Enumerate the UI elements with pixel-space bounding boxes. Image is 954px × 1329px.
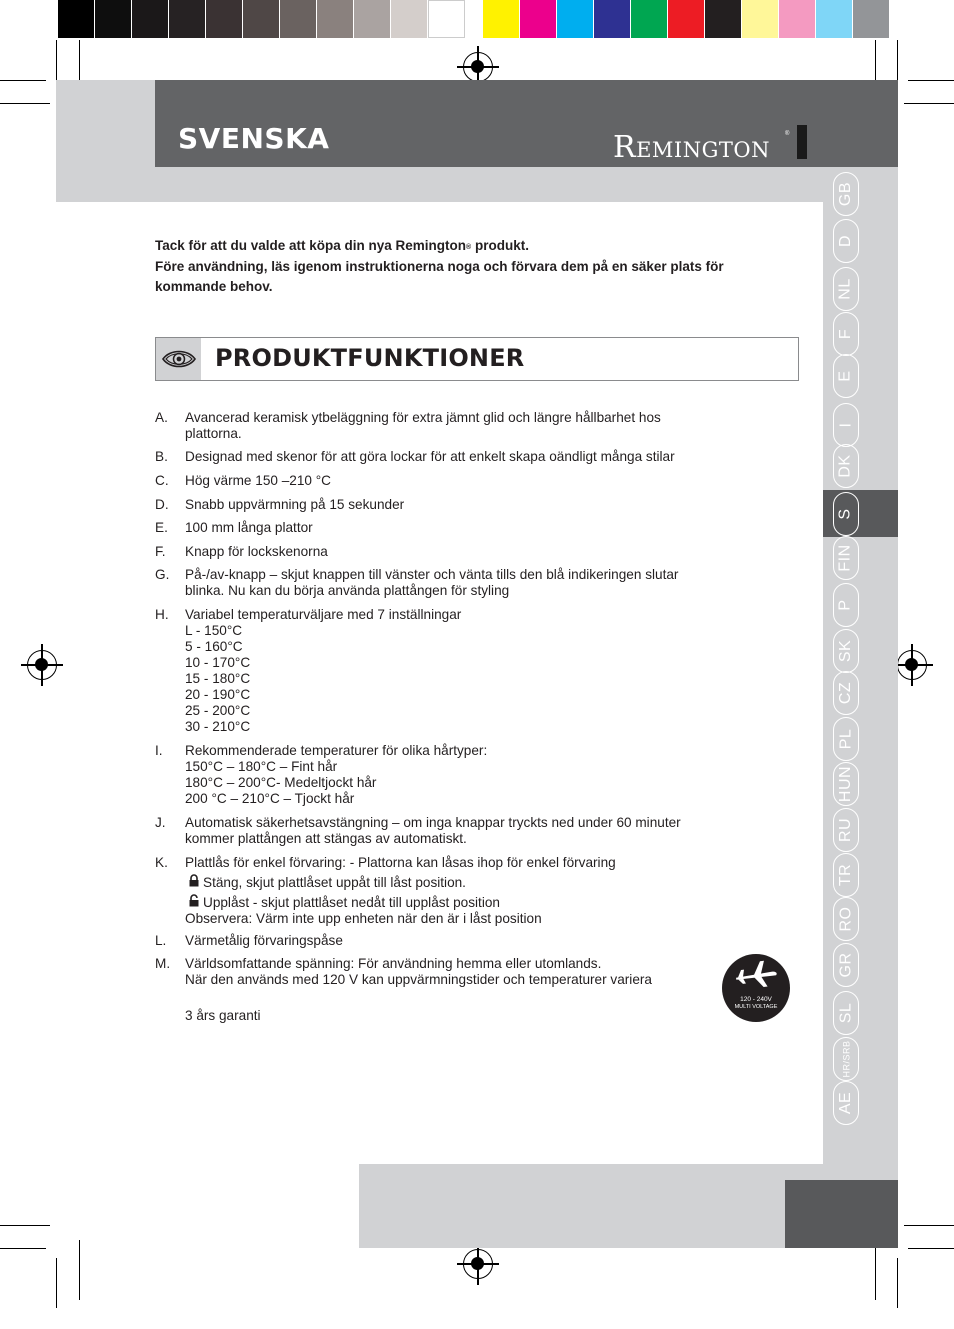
feature-line: 200 °C – 210°C – Tjockt hår [185,791,355,806]
feature-item [185,410,775,442]
language-tab-label: TR [836,863,854,887]
language-tab-label: I [836,422,854,428]
feature-line: 30 - 210°C [185,719,251,734]
eye-icon [156,338,201,380]
feature-line: Hög värme 150 –210 °C [185,473,331,488]
brand-registered-mark: ® [785,131,790,137]
registration-mark [463,1249,493,1279]
feature-letter: M. [155,956,171,971]
language-tab-hr-srb[interactable] [833,1037,859,1081]
feature-item [185,855,775,927]
feature-line: Knapp för lockskenorna [185,544,328,559]
badge-label: MULTI VOLTAGE [734,1004,778,1010]
feature-line: kommer plattången att stängas av automatiskt. [185,831,467,846]
language-tab-label: SK [837,639,854,663]
feature-letter: I. [155,743,163,758]
feature-line: Avancerad keramisk ytbeläggning för extra jämnt glid och längre hållbarhet hos [185,410,661,425]
crop-mark [0,103,50,104]
page-number-box [785,1180,898,1248]
feature-item [185,743,775,807]
unlock-icon [188,894,200,911]
page-title: SVENSKA [178,122,330,155]
feature-item [185,815,775,847]
language-tab-p[interactable] [833,583,859,627]
crop-mark [897,1258,898,1308]
intro-text: Tack för att du valde att köpa din nya Remington® produkt. Före användning, läs igenom instruktionerna noga och förvara dem på en säker plats för kommande behov. [155,236,775,298]
intro-line-2: Före användning, läs igenom instruktionerna noga och förvara dem på en säker plats för kommande behov. [155,258,724,294]
lock-icon [188,874,200,891]
feature-line: 10 - 170°C [185,655,251,670]
feature-line: 15 - 180°C [185,671,251,686]
language-tab-gr[interactable] [833,943,859,987]
language-tab-ae[interactable] [833,1081,859,1125]
color-calibration-bar [483,0,890,38]
registration-mark [897,650,927,680]
feature-line: Variabel temperaturväljare med 7 inställningar [185,607,462,622]
language-tab-label: S [836,508,854,520]
lock-text: Stäng, skjut plattlåset uppåt till låst position. [203,874,466,890]
language-tab-label: GR [837,952,854,978]
feature-item [185,544,775,560]
feature-item [185,933,775,949]
section-heading [155,337,799,381]
feature-item [185,473,775,489]
feature-item [185,956,775,988]
lock-note: Observera: Värm inte upp enheten när den är i låst position [185,911,542,926]
section-title: PRODUKTFUNKTIONER [215,344,525,372]
language-tab-label: SL [836,1002,854,1024]
unlock-instruction [185,894,775,911]
feature-line: Plattlås för enkel förvaring: - Plattorna kan låsas ihop för enkel förvaring [185,855,616,870]
language-tab-label: GB [837,181,854,207]
crop-mark [875,1240,876,1300]
language-tab-label: F [837,328,854,340]
feature-line: 100 mm långa plattor [185,520,313,535]
language-tab-cz[interactable] [833,671,859,715]
language-tab-label: DK [836,454,854,478]
language-tab-f[interactable] [833,312,859,356]
language-tab-label: RO [837,906,854,932]
feature-letter: D. [155,497,169,512]
language-tab-hun[interactable] [833,762,859,806]
language-tab-tr[interactable] [833,853,859,897]
feature-line: Världsomfattande spänning: För användning hemma eller utomlands. [185,956,602,971]
crop-mark [0,1248,46,1249]
language-tab-label: FIN [837,544,854,572]
registration-mark [27,650,57,680]
crop-mark [904,1225,954,1226]
feature-letter: C. [155,473,169,488]
language-tab-i[interactable] [833,403,859,447]
feature-line: Värmetålig förvaringspåse [185,933,343,948]
warranty-text: 3 års garanti [185,1008,261,1023]
feature-line: Rekommenderade temperaturer för olika hårtyper: [185,743,488,758]
feature-item [185,607,775,735]
crop-mark [897,40,898,80]
feature-line: blinka. Nu kan du börja använda plattången för styling [185,583,510,598]
language-tab-fin[interactable] [833,536,859,580]
registration-mark [463,52,493,82]
language-tab-sk[interactable] [833,629,859,673]
brand-bar [797,125,807,159]
crop-mark [79,1240,80,1300]
feature-line: På-/av-knapp – skjut knappen till vänster och vänta tills den blå indikeringen slutar [185,567,679,582]
language-tab-label: E [836,370,854,382]
language-tab-e[interactable] [833,354,859,398]
language-tab-label: P [836,599,854,611]
feature-item [185,497,775,513]
language-tab-label: HR/SRB [841,1040,852,1078]
feature-line: 25 - 200°C [185,703,251,718]
crop-mark [904,103,954,104]
crop-mark [56,1258,57,1308]
feature-item [185,449,775,465]
feature-line: Automatisk säkerhetsavstängning – om inga knappar tryckts ned under 60 minuter [185,815,681,830]
language-tab-label: NL [836,278,854,300]
airplane-icon [722,954,790,998]
crop-mark [908,80,954,81]
lock-instruction [185,874,775,891]
feature-line: Snabb uppvärmning på 15 sekunder [185,497,405,512]
crop-mark [56,40,57,80]
feature-line: 20 - 190°C [185,687,251,702]
language-tab-label: AE [837,1091,854,1115]
feature-letter: L. [155,933,167,948]
language-tab-d[interactable] [833,219,859,263]
language-tab-dk[interactable] [833,444,859,488]
feature-letter: A. [155,410,168,425]
language-tab-gb[interactable] [833,172,859,216]
language-tab-pl[interactable] [833,717,859,761]
brand-logo: REMINGTON [613,130,770,165]
feature-line: Designad med skenor för att göra lockar för att enkelt skapa oändligt många stilar [185,449,675,464]
feature-line: 180°C – 200°C- Medeltjockt hår [185,775,377,790]
feature-letter: G. [155,567,170,582]
feature-item [185,520,775,536]
feature-letter: K. [155,855,168,870]
feature-line: L - 150°C [185,623,243,638]
language-tab-label: D [837,234,854,248]
unlock-text: Upplåst - skjut plattlåset nedåt till upplåst position [203,894,500,910]
language-tab-sl[interactable] [833,991,859,1035]
feature-line: 5 - 160°C [185,639,243,654]
feature-letter: E. [155,520,168,535]
feature-line: När den används med 120 V kan uppvärmningstider och temperaturer variera [185,972,652,987]
language-tab-nl[interactable] [833,267,859,311]
language-tab-ru[interactable] [833,808,859,852]
feature-letter: H. [155,607,169,622]
feature-line: plattorna. [185,426,242,441]
crop-mark [908,1248,954,1249]
feature-line: 150°C – 180°C – Fint hår [185,759,338,774]
crop-mark [0,80,46,81]
language-tab-s[interactable] [833,492,859,536]
multi-voltage-badge [722,954,790,1022]
feature-item [185,567,775,599]
language-tab-ro[interactable] [833,897,859,941]
language-tab-label: RU [837,817,855,843]
feature-letter: F. [155,544,166,559]
feature-letter: J. [155,815,166,830]
feature-letter: B. [155,449,168,464]
language-tab-label: HUN [837,765,855,803]
crop-mark [0,1225,50,1226]
language-tab-label: PL [836,728,854,750]
language-tab-label: CZ [836,681,854,705]
badge-voltage: 120 - 240V [740,996,772,1003]
grayscale-calibration-bar [58,0,465,38]
